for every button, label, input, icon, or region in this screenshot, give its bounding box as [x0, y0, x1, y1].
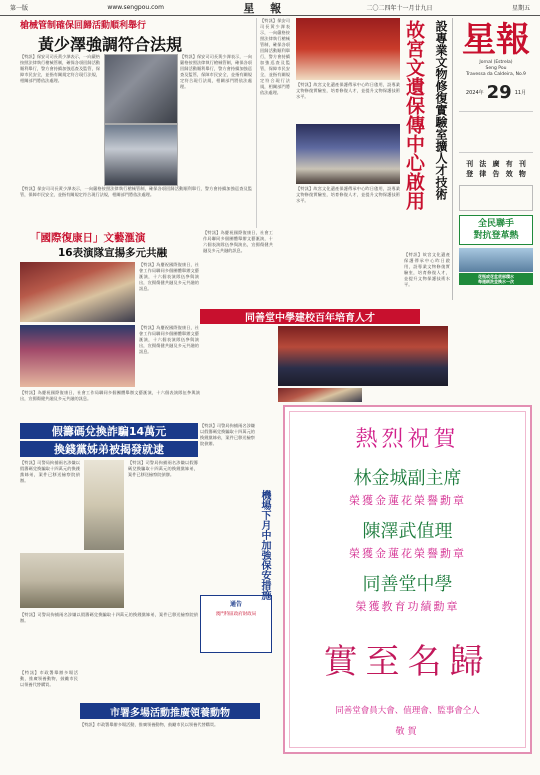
ad-service-char: 法: [479, 159, 487, 168]
publisher-info: [459, 111, 533, 153]
ad-service-char: 刊: [518, 159, 526, 168]
masthead-logo-block: [452, 18, 539, 300]
weekday: 星期五: [511, 5, 530, 12]
story4-body-col2: 【特訊】市政署舉辦多場活動，推廣領養動物，鼓勵市民以領養代替購買。: [80, 722, 219, 727]
ad-service-char: 律: [479, 169, 487, 178]
advert-person2: 陳澤武值理: [362, 521, 453, 542]
ad-service-char: 告: [492, 169, 500, 178]
classified-box: [459, 185, 533, 211]
story2-headline: 16表演隊宣揚多元共融: [58, 247, 168, 259]
lead-headline: 故宮文遺保傳中心啟用: [403, 20, 425, 210]
lead-body-col2: 【特訊】故宮文化遺產保護傳承中心昨日啟用，設專業文物修復實驗室，培育修復人才，並提升文物保護技術水平。: [296, 186, 400, 203]
story3-body-col2: 【特訊】司警局拘捕兩名涉嫌以假籌碼兌換騙取十四萬元的換錢黨姊弟，案件已移送檢察院偵辦。: [128, 460, 198, 477]
lead-photo-ceremony: [296, 18, 400, 80]
campaign-title: 全民聯手 對抗登革熱: [459, 215, 533, 245]
ad-service-char: 登: [466, 169, 474, 178]
story3-headline-2: 換錢黨姊弟被揭發就逮: [20, 441, 198, 457]
lead-body: 【特訊】故宮文化遺產保護傳承中心昨日啟用，設專業文物修復實驗室，培育修復人才，並提升文物保護技術水平。: [296, 82, 400, 99]
school-photo-group: [278, 326, 448, 386]
date-day: 29: [486, 82, 512, 103]
story1-body: 【特訊】保安司司長黃少澤表示，一向嚴格按照法律執行槍械管制，確保各項回歸活動順利舉行，警方會持續加強巡查及監管，保障市民安全，並指有關規定符合現行法規，相關部門將依法處理。: [20, 54, 100, 83]
date-month: 11月: [514, 90, 527, 96]
story1-photo-tower: [104, 54, 178, 124]
notice-title: 通告: [229, 601, 242, 608]
campaign-image: [459, 248, 533, 272]
lead-kicker: 設專業文物修復實驗室擴人才技術: [434, 20, 448, 200]
issue-date: 二〇二四年十一月廿九日: [366, 5, 433, 12]
site-url[interactable]: www.sengpou.com: [107, 4, 164, 11]
story2-photo-stage: [20, 262, 135, 322]
story4-body: 【特訊】市政署舉辦多場活動，推廣領養動物，鼓勵市民以領養代替購買。: [20, 670, 78, 687]
ad-service-char: 廣: [492, 159, 500, 168]
masthead: 星 報: [243, 1, 288, 15]
column-divider: [256, 18, 257, 228]
story2-body: 【特訊】為慶祝國際復康日，社會工作局聯同多個團體舉辦文藝滙演，十六個表演隊伍參與演出，宣揚傷健共融及多元共融的訊息。: [139, 262, 199, 291]
story1-photo-official: [104, 124, 178, 186]
logo-address: Travessa da Caldeira, No.9: [466, 72, 526, 77]
story2-kicker: 「國際復康日」文藝滙演: [30, 232, 146, 244]
story2-photo-performers: [20, 325, 135, 387]
story3-photo-suspects: [84, 460, 124, 550]
story3-headline-1: 假籌碼兌換詐騙14萬元: [20, 423, 198, 439]
advert-org: 同善堂中學: [362, 574, 453, 595]
advert-motto: 實至名歸: [323, 642, 492, 682]
congratulation-advert: [283, 405, 532, 754]
advert-award2: 榮獲金蓮花榮譽勳章: [349, 547, 466, 560]
vertical-headline: 機場下月中加強保安措施: [259, 490, 270, 600]
campaign-caption: 花瓶或花盆底部積水 每週刷洗並換水一次: [459, 273, 533, 285]
page-header: [0, 0, 540, 16]
story1-kicker: 槍械管制確保回歸活動順利舉行: [20, 21, 147, 31]
story3-sidebar: 【特訊】司警局拘捕兩名涉嫌以假籌碼兌換騙取十四萬元的換錢黨姊弟，案件已移送檢察院偵辦。: [200, 423, 255, 446]
date-year: 2024年: [465, 90, 484, 96]
school-strip-title: 同善堂中學建校百年培育人才: [200, 309, 420, 324]
story3-body-col3: 【特訊】司警局拘捕兩名涉嫌以假籌碼兌換騙取十四萬元的換錢黨姊弟，案件已移送檢察院偵辦。: [20, 612, 198, 623]
story2-body-col2: 【特訊】為慶祝國際復康日，社會工作局聯同多個團體舉辦文藝滙演，十六個表演隊伍參與演出，宣揚傷健共融及多元共融的訊息。: [139, 325, 199, 354]
advert-award1: 榮獲金蓮花榮譽勳章: [349, 494, 466, 507]
logo-name: 星報: [462, 20, 530, 60]
story1-body-col3: 【特訊】保安司司長黃少澤表示，一向嚴格按照法律執行槍械管制，確保各項回歸活動順利舉行，警方會持續加強巡查及監管，保障市民安全，並指有關規定符合現行法規，相關部門將依法處理。: [20, 186, 252, 197]
page-number: 第一版: [10, 5, 29, 12]
ad-service-char: 刊: [466, 159, 474, 168]
advert-sign: 敬賀: [395, 727, 420, 737]
story3-photo-chips: [20, 553, 124, 608]
story1-sidebar: 【特訊】保安司司長黃少澤表示，一向嚴格按照法律執行槍械管制，確保各項回歸活動順利舉行，警方會持續加強巡查及監管，保障市民安全，並指有關規定符合現行法規，相關部門將依法處理。: [260, 18, 290, 95]
advert-person1: 林金城副主席: [353, 468, 462, 489]
story3-body: 【特訊】司警局拘捕兩名涉嫌以假籌碼兌換騙取十四萬元的換錢黨姊弟，案件已移送檢察院偵辦。: [20, 460, 80, 483]
lead-photo-lab: [296, 124, 400, 184]
logo-subtitle: Jornal (Estrela) Seng Pou: [479, 60, 513, 71]
school-photo-ceremony: [278, 388, 362, 402]
advert-footer: 同善堂會員大會、值理會、監事會仝人: [335, 706, 480, 716]
ad-services-grid: [463, 159, 529, 179]
ad-service-char: 有: [505, 159, 513, 168]
ad-service-char: 效: [505, 169, 513, 178]
story1-body-col2: 【特訊】保安司司長黃少澤表示，一向嚴格按照法律執行槍械管制，確保各項回歸活動順利舉行，警方會持續加強巡查及監管，保障市民安全，並指有關規定符合現行法規，相關部門將依法處理。: [180, 54, 252, 89]
advert-inner-border: [289, 411, 526, 748]
notice-subtitle: 澳門特區政府財政局: [215, 612, 257, 617]
story2-body-col3: 【特訊】為慶祝國際復康日，社會工作局聯同多個團體舉辦文藝滙演，十六個表演隊伍參與演出，宣揚傷健共融及多元共融的訊息。: [20, 390, 200, 401]
ad-service-char: 物: [518, 169, 526, 178]
lead-body-col3: 【特訊】故宮文化遺產保護傳承中心昨日啟用，設專業文物修復實驗室，培育修復人才，並提升文物保護技術水平。: [404, 252, 450, 287]
story4-headline: 市署多場活動推廣領養動物: [80, 703, 260, 719]
story1-headline: 黃少澤強調符合法規: [38, 35, 183, 54]
date-box: [453, 82, 539, 103]
advert-award3: 榮獲教育功績勳章: [355, 600, 460, 613]
story2-sidebar: 【特訊】為慶祝國際復康日，社會工作局聯同多個團體舉辦文藝滙演，十六個表演隊伍參與演出，宣揚傷健共融及多元共融的訊息。: [203, 230, 273, 253]
advert-title: 熱烈祝賀: [355, 427, 460, 452]
